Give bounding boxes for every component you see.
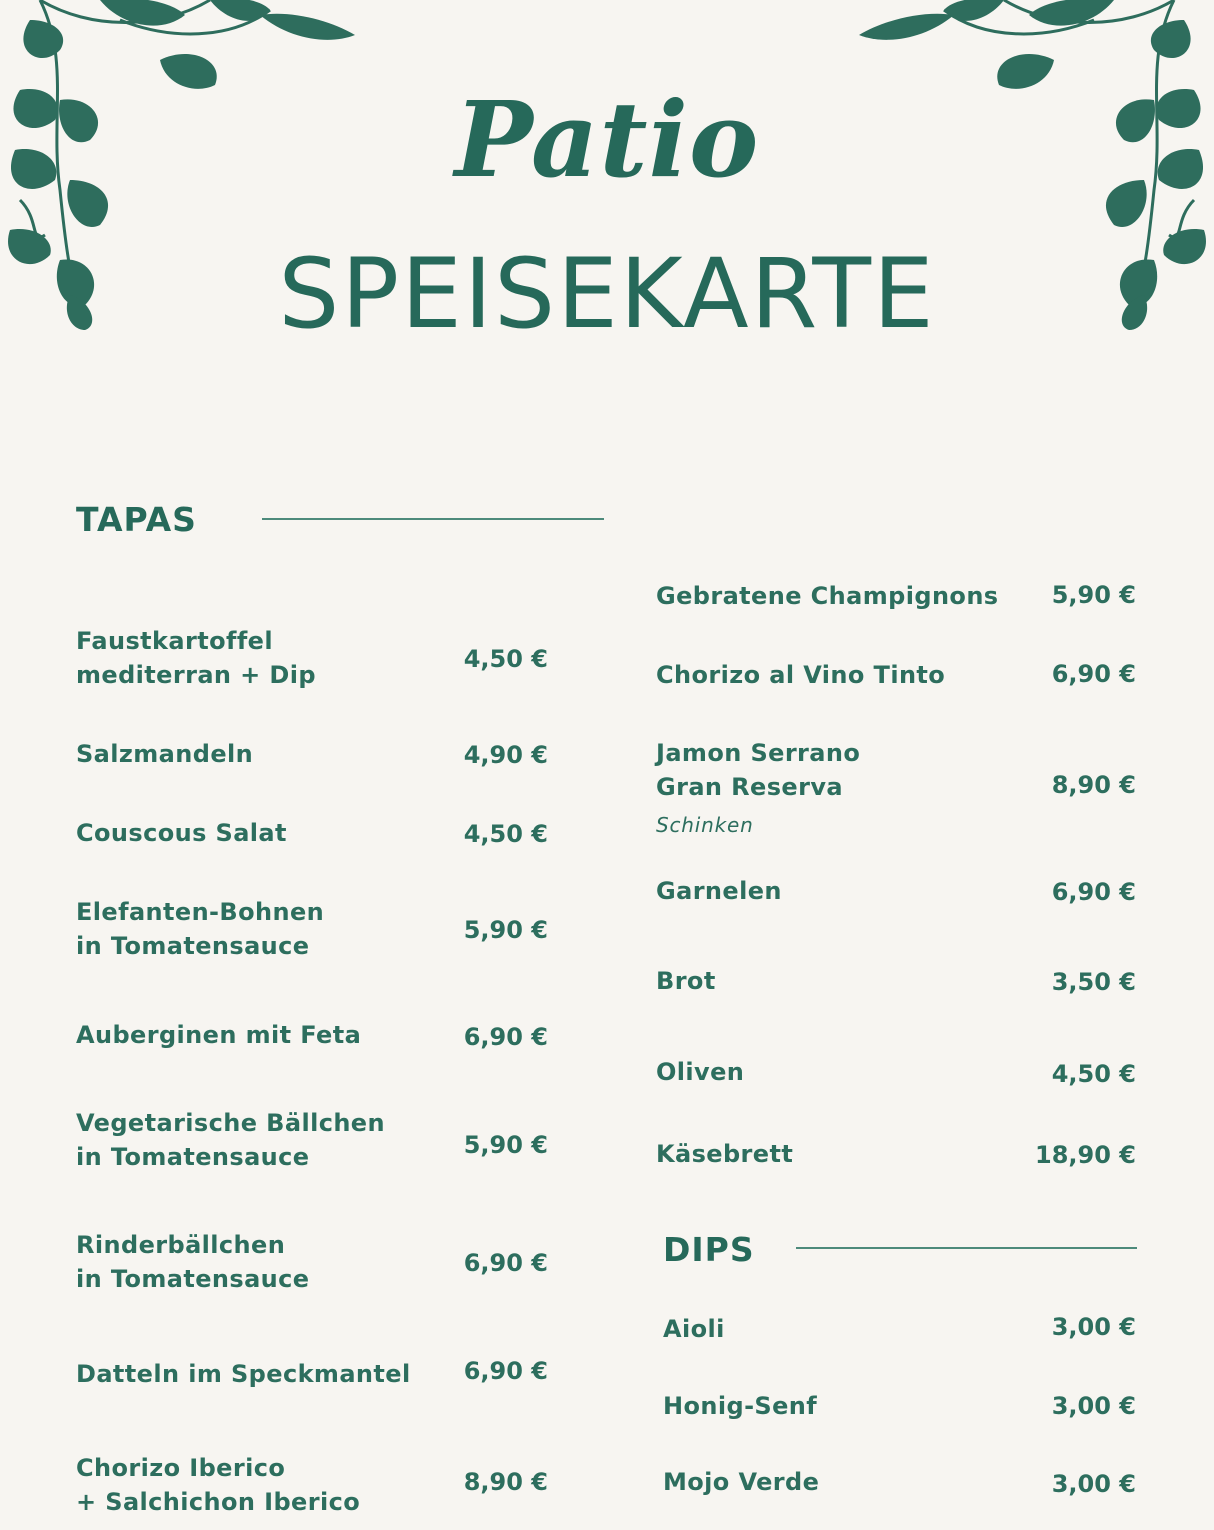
menu-item	[76, 1451, 360, 1519]
menu-item-name: Faustkartoffel	[76, 627, 273, 655]
menu-item-name: Vegetarische Bällchen	[76, 1109, 385, 1137]
menu-item-price: 6,90 €	[1051, 660, 1136, 688]
menu-item-name: Aioli	[663, 1315, 725, 1343]
menu-item-price: 3,50 €	[1051, 968, 1136, 996]
menu-item-name: in Tomatensauce	[76, 1265, 310, 1293]
menu-item-name: Chorizo al Vino Tinto	[656, 661, 946, 689]
menu-item-price: 8,90 €	[463, 1468, 548, 1496]
menu-item	[76, 1228, 309, 1296]
menu-item-name: mediterran + Dip	[76, 661, 316, 689]
menu-item-price: 5,90 €	[463, 916, 548, 944]
menu-item-name: + Salchichon Iberico	[76, 1488, 361, 1516]
menu-item-name: Gebratene Champignons	[656, 582, 999, 610]
menu-item-price: 3,00 €	[1051, 1470, 1136, 1498]
menu-item	[76, 624, 316, 692]
menu-item	[656, 579, 999, 613]
menu-item-price: 6,90 €	[463, 1249, 548, 1277]
menu-item-price: 4,50 €	[463, 820, 548, 848]
menu-item-name: Honig-Senf	[663, 1392, 818, 1420]
menu-item-name: Couscous Salat	[76, 819, 287, 847]
section-heading-tapas: TAPAS	[76, 500, 197, 539]
menu-item-name: in Tomatensauce	[76, 1143, 310, 1171]
menu-item-price: 5,90 €	[1051, 581, 1136, 609]
menu-item-price: 4,50 €	[1051, 1060, 1136, 1088]
menu-item	[656, 658, 945, 692]
section-divider	[796, 1247, 1137, 1249]
menu-item	[663, 1312, 725, 1346]
menu-item-price: 8,90 €	[1051, 771, 1136, 799]
menu-item-name: Chorizo Iberico	[76, 1454, 286, 1482]
menu-item-name: Elefanten-Bohnen	[76, 898, 325, 926]
menu-item	[656, 736, 860, 842]
menu-item-name: Brot	[656, 967, 716, 995]
menu-item	[656, 964, 716, 998]
menu-item-name: Auberginen mit Feta	[76, 1021, 362, 1049]
menu-item-name: Oliven	[656, 1058, 745, 1086]
menu-item	[76, 1357, 411, 1391]
menu-item-price: 3,00 €	[1051, 1313, 1136, 1341]
menu-item	[656, 1137, 793, 1171]
page-title: SPEISEKARTE	[278, 238, 936, 350]
menu-item-name: Mojo Verde	[663, 1468, 820, 1496]
section-heading-dips: DIPS	[663, 1230, 755, 1269]
menu-item-name: Käsebrett	[656, 1140, 794, 1168]
menu-item-price: 6,90 €	[463, 1023, 548, 1051]
menu-item	[76, 1106, 385, 1174]
menu-item-price: 5,90 €	[463, 1131, 548, 1159]
menu-item	[76, 816, 287, 850]
menu-item-name: Datteln im Speckmantel	[76, 1360, 411, 1388]
menu-item-name: Rinderbällchen	[76, 1231, 286, 1259]
menu-item	[76, 895, 324, 963]
menu-item	[76, 737, 253, 771]
menu-item-note: Schinken	[656, 813, 754, 837]
menu-item-name: Garnelen	[656, 877, 782, 905]
brand-logo: Patio	[454, 78, 760, 201]
menu-item	[663, 1389, 817, 1423]
menu-item	[656, 874, 782, 908]
menu-item-price: 18,90 €	[1035, 1141, 1136, 1169]
menu-item	[656, 1055, 744, 1089]
section-divider	[262, 518, 604, 520]
menu-item-price: 6,90 €	[463, 1357, 548, 1385]
menu-item-price: 6,90 €	[1051, 878, 1136, 906]
menu-item-price: 3,00 €	[1051, 1392, 1136, 1420]
menu-item-price: 4,50 €	[463, 645, 548, 673]
menu-item	[663, 1465, 819, 1499]
menu-item-name: Salzmandeln	[76, 740, 254, 768]
menu-item-name: Gran Reserva	[656, 773, 843, 801]
menu-item-price: 4,90 €	[463, 741, 548, 769]
menu-item-name: in Tomatensauce	[76, 932, 310, 960]
menu-item-name: Jamon Serrano	[656, 739, 861, 767]
menu-item	[76, 1018, 361, 1052]
